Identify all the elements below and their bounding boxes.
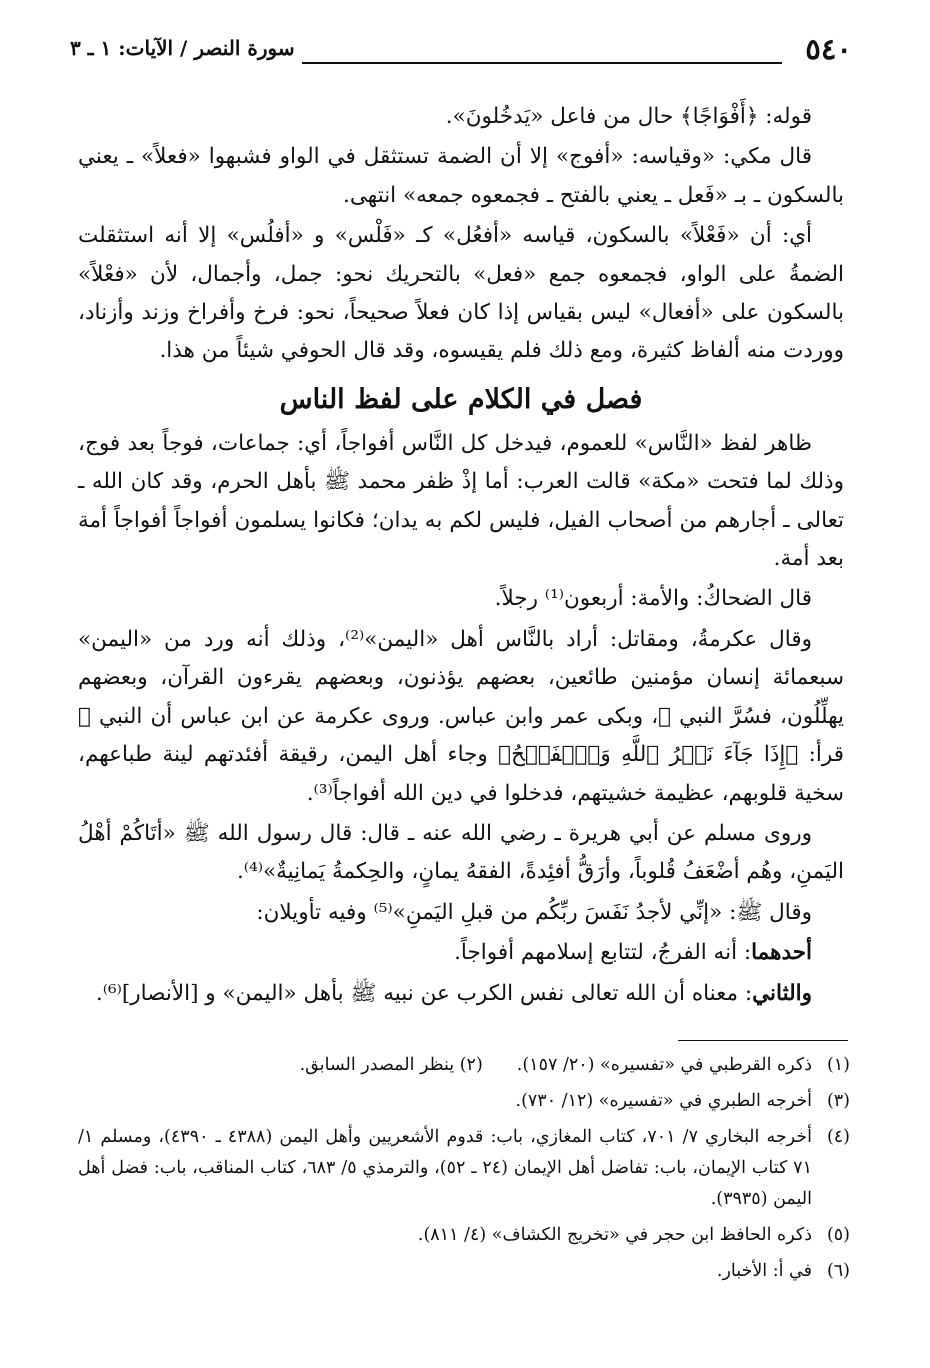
- header-rule: [302, 62, 782, 64]
- footnote-text: ذكره الحافظ ابن حجر في «تخريج الكشاف» (٤/ ٨١١).: [417, 1225, 812, 1245]
- footnote-number: (٥): [826, 1225, 850, 1245]
- paragraph: وقال عكرمةُ، ومقاتل: أراد بالنَّاس أهل «اليمن»⁽²⁾، وذلك أنه ورد من «اليمن» سبعمائة إنسان مؤمنين طائعين، بعضهم يؤذنون، وبعضهم يقرءون القرآن، وبعضهم يهلِّلُون، فسُرَّ النبي ﷺ، وبكى عمر وابن عباس. وروى عكرمة عن ابن عباس أن النبي ﷺ قرأ: ﴿إِذَا جَآءَ نَصۡرُ ٱللَّهِ وَٱلۡفَتۡحُ﴾ وجاء أهل اليمن، رقيقة أفئدتهم لينة طباعهم، سخية قلوبهم، عظيمة خشيتهم، فدخلوا في دين الله أفواجاً⁽³⁾.: [78, 626, 844, 806]
- footnote-number: (١): [826, 1055, 850, 1075]
- footnote: [78, 1256, 850, 1287]
- interpretation-label: والثاني: [752, 980, 812, 1006]
- paragraph: قال مكي: «وقياسه: «أفوج» إلا أن الضمة تستثقل في الواو فشبهوا «فعلاً» ـ يعني بالسكون ـ بـ «فَعل ـ يعني بالفتح ـ فجمعوه جمعه» انتهى.: [78, 144, 844, 208]
- footnote: [78, 1086, 850, 1117]
- footnote: [78, 1122, 850, 1215]
- paragraph: ظاهر لفظ «النَّاس» للعموم، فيدخل كل النَّاس أفواجاً، أي: جماعات، فوجاً بعد فوج، وذلك لما فتحت «مكة» قالت العرب: أما إذْ ظفر محمد ﷺ بأهل الحرم، وقد كان الله ـ تعالى ـ أجارهم من أصحاب الفيل، فليس لكم به يدان؛ فكانوا يسلمون أفواجاً أفواجاً أمة بعد أمة.: [78, 430, 844, 572]
- page-header: [70, 28, 852, 68]
- running-title: سورة النصر / الآيات: ١ ـ ٣: [70, 36, 295, 60]
- footnote-number: (٣): [826, 1091, 850, 1111]
- footnote-number: (٤): [826, 1127, 850, 1147]
- footnotes: [78, 1050, 850, 1292]
- paragraph: أي: أن «فَعْلاً» بالسكون، قياسه «أفعُل» كـ «فَلْس» و «أفلُس» إلا أنه استثقلت الضمةُ على الواو، فجمعوه جمع «فعل» بالتحريك نحو: جمل، وأجمال، لأن «فعْلاً» بالسكون على «أفعال» ليس بقياس إذا كان فعلاً صحيحاً، نحو: فرخ وأفراخ وزند وأزناد، ووردت منه ألفاظ كثيرة، ومع ذلك فلم يقيسوه، وقد قال الحوفي شيئاً من هذا.: [78, 223, 844, 364]
- paragraph: [78, 975, 844, 1013]
- footnote-text: في أ: الأخبار.: [716, 1261, 812, 1281]
- footnote-text: (٢) ينظر المصدر السابق.: [299, 1055, 483, 1075]
- paragraph: قال الضحاكُ: والأمة: أربعون⁽¹⁾ رجلاً.: [494, 586, 812, 612]
- footnote: [78, 1050, 850, 1081]
- interpretation-label: أحدهما: [751, 940, 812, 966]
- footnote-number: (٦): [826, 1261, 850, 1281]
- footnote-text: أخرجه البخاري ٧/ ٧٠١، كتاب المغازي، باب: قدوم الأشعريين وأهل اليمن (٤٣٨٨ ـ ٤٣٩٠)، ومسلم ١/ ٧١ كتاب الإيمان، باب: تفاضل أهل الإيمان (٢٤ ـ ٥٢)، والترمذي ٥/ ٦٨٣، كتاب المناقب، باب: فضل أهل اليمن (٣٩٣٥).: [78, 1127, 812, 1209]
- footnote-text: ذكره القرطبي في «تفسيره» (٢٠/ ١٥٧).: [516, 1055, 812, 1075]
- paragraph: [78, 934, 844, 972]
- footnote-separator: [678, 1040, 848, 1041]
- footnote: [78, 1220, 850, 1251]
- footnote-text: أخرجه الطبري في «تفسيره» (١٢/ ٧٣٠).: [515, 1091, 812, 1111]
- section-heading: فصل في الكلام على لفظ الناس: [279, 383, 643, 415]
- paragraph: وروى مسلم عن أبي هريرة ـ رضي الله عنه ـ قال: قال رسول الله ﷺ «أتَاكُمْ أهْلُ اليَمنِ، وهُم أضْعَفُ قُلوباً، وأرَقُّ أفئِدةً، الفقهُ يمانٍ، والحِكمةُ يَمانِيةٌ»⁽⁴⁾.: [78, 820, 844, 885]
- main-text: [78, 98, 844, 1013]
- paragraph: قوله: ﴿أَفْوَاجًا﴾ حال من فاعل «يَدخُلونَ».: [445, 104, 812, 129]
- interpretation-text: : معناه أن الله تعالى نفس الكرب عن نبيه ﷺ بأهل «اليمن» و [الأنصار]⁽⁶⁾.: [95, 980, 753, 1006]
- paragraph: وقال ﷺ: «إنِّي لأجدُ نَفَسَ ربِّكُم من قبلِ اليَمنِ»⁽⁵⁾ وفيه تأويلان:: [256, 899, 812, 925]
- page-number: ٥٤٠: [805, 32, 852, 66]
- interpretation-text: : أنه الفرجُ، لتتابع إسلامهم أفواجاً.: [454, 940, 752, 966]
